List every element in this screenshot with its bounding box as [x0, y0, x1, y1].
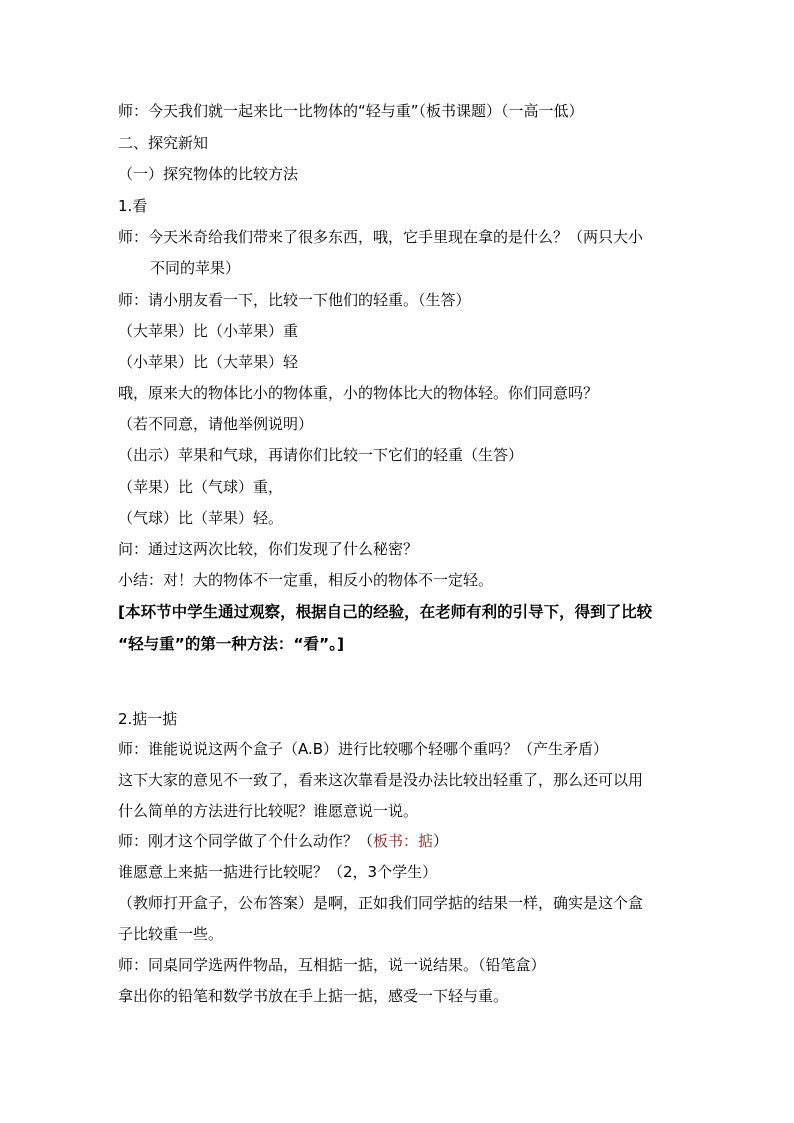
paragraph: 师：请小朋友看一下，比较一下他们的轻重。（生答） — [118, 291, 471, 309]
paragraph: 谁愿意上来掂一掂进行比较呢？（2，3个学生） — [118, 863, 438, 881]
paragraph: （气球）比（苹果）轻。 — [118, 509, 284, 527]
paragraph: 哦，原来大的物体比小的物体重，小的物体比大的物体轻。你们同意吗？ — [118, 384, 599, 402]
paragraph: （教师打开盒子，公布答案）是啊，正如我们同学掂的结果一样，确实是这个盒 — [118, 894, 644, 912]
teaching-note: [本环节中学生通过观察，根据自己的经验，在老师有利的引导下，得到了比较 — [118, 603, 653, 621]
subsection-heading: （一）探究物体的比较方法 — [118, 165, 299, 183]
step-heading: 1.看 — [118, 197, 148, 215]
teaching-note-continuation: “轻与重”的第一种方法：“看”。] — [118, 635, 345, 653]
text-segment: ） — [433, 832, 449, 850]
paragraph — [118, 831, 738, 851]
paragraph: （大苹果）比（小苹果）重 — [118, 322, 299, 340]
step-heading: 2.掂一掂 — [118, 710, 178, 728]
paragraph: （若不同意，请他举例说明） — [118, 415, 314, 433]
paragraph: 师：今天米奇给我们带来了很多东西，哦，它手里现在拿的是什么？（两只大小 — [118, 228, 644, 246]
paragraph: （小苹果）比（大苹果）轻 — [118, 353, 299, 371]
paragraph: 师：今天我们就一起来比一比物体的“轻与重”（板书课题）（一高一低） — [118, 102, 584, 120]
paragraph: 拿出你的铅笔和数学书放在手上掂一掂，感受一下轻与重。 — [118, 987, 509, 1005]
paragraph: 师：同桌同学选两件物品，互相掂一掂，说一说结果。（铅笔盒） — [118, 956, 546, 974]
board-note: 板书：掂 — [373, 832, 434, 850]
paragraph: 师：谁能说说这两个盒子（A.B）进行比较哪个轻哪个重吗？（产生矛盾） — [118, 740, 609, 758]
paragraph: 这下大家的意见不一致了，看来这次靠看是没办法比较出轻重了，那么还可以用 — [118, 771, 644, 789]
paragraph-continuation: 不同的苹果） — [150, 259, 241, 277]
text-segment: 师：刚才这个同学做了个什么动作？（ — [118, 832, 374, 850]
paragraph-continuation: 什么简单的方法进行比较呢？谁愿意说一说。 — [118, 802, 419, 820]
paragraph: （出示）苹果和气球，再请你们比较一下它们的轻重（生答） — [118, 446, 524, 464]
paragraph-continuation: 子比较重一些。 — [118, 925, 224, 943]
paragraph: 问：通过这两次比较，你们发现了什么秘密？ — [118, 540, 419, 558]
paragraph: （苹果）比（气球）重， — [118, 478, 284, 496]
summary: 小结：对！大的物体不一定重，相反小的物体不一定轻。 — [118, 571, 494, 589]
section-heading: 二、探究新知 — [118, 134, 209, 152]
